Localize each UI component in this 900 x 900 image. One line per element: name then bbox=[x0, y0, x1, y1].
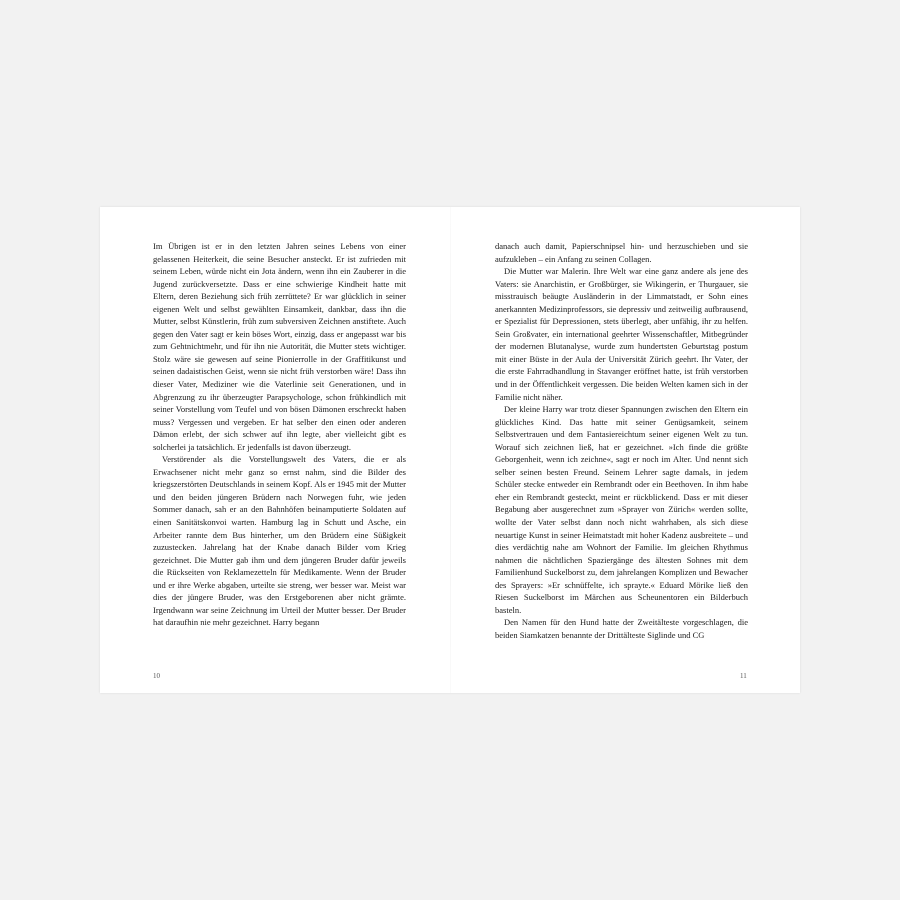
right-paragraph-2: Die Mutter war Malerin. Ihre Welt war eine ganz andere als jene des Vaters: sie Anarchistin, er Großbürger, sie Wikingerin, er Thurgauer, sie misstrauisch beäugte Ausländerin in der Limmatstadt, er Sohn eines anerkannten Medizinprofessors, sie depressiv und zeitweilig aufbrausend, er Spezialist für Depressionen, stets überlegt, aber unfähig, ihr zu helfen. Sein Großvater, ein international geehrter Wissenschaftler, Mitbegründer der modernen Blutanalyse, wurde zum hundertsten Geburtstag postum mit einer Büste in der Aula der Universität Zürich geehrt. Ihr Vater, der die erste Fahrradhandlung in Stavanger eröffnet hatte, ist früh verstorben und in der Öffentlichkeit vergessen. Die beiden Welten kamen sich in der Familie nicht näher. bbox=[495, 266, 748, 402]
left-paragraph-2: Verstörender als die Vorstellungswelt des Vaters, die er als Erwachsener nicht mehr ganz so ernst nahm, sind die Bilder des kriegszerstörten Deutschlands in seinem Kopf. Als er 1945 mit der Mutter und den beiden jüngeren Brüdern nach Norwegen fuhr, wie jeden Sommer danach, sah er an den Bahnhöfen beinamputierte Soldaten auf einen Sanitätskonvoi warten. Hamburg lag in Schutt und Asche, ein Arbeiter rannte dem Bus hinterher, um den Brüdern eine Süßigkeit zuzustecken. Jahrelang hat der Knabe danach Bilder vom Krieg gezeichnet. Die Mutter gab ihm und dem jüngeren Bruder dafür jeweils die Rückseiten von Reklamezetteln für Medikamente. Wenn der Bruder und er ihre Werke abgaben, urteilte sie streng, wer besser war. Meist war dies der jüngere Bruder, was den Erstgeborenen aber nicht grämte. Irgendwann war seine Zeichnung im Urteil der Mutter besser. Der Bruder hat daraufhin nie mehr gezeichnet. Harry begann bbox=[153, 454, 406, 628]
left-page-number: 10 bbox=[153, 672, 160, 680]
book-gutter bbox=[450, 207, 451, 693]
left-paragraph-1: Im Übrigen ist er in den letzten Jahren seines Lebens von einer gelassenen Heiterkeit, die seine Besucher ansteckt. Er ist zufrieden mit seinem Leben, würde nicht ein Jota ändern, wenn ihn ein Zauberer in die Jugend zurückversetzte. Dass er eine schwierige Kindheit hatte mit Eltern, deren Beziehung sich früh zerrüttete? Er war glücklich in seiner eigenen Welt und selbst gewählten Einsamkeit, dankbar, dass ihn die Mutter, selbst Künstlerin, früh zum subversiven Zeichnen anstiftete. Auch gegen den Vater sagt er kein böses Wort, einzig, dass er angepasst war bis zum Gehtnichtmehr, und für ihn nie Autorität, die Mutter stets wichtiger. Stolz wäre sie gewesen auf seine Pionierrolle in der Graffitikunst und seinen dadaistischen Geist, wenn sie nicht früh verstorben wäre! Dass ihn dieser Vater, Mediziner wie die Vaterlinie seit Generationen, und in Abgrenzung zu ihr überzeugter Parapsychologe, schon frühkindlich mit seiner Vorstellung vom Teufel und von bösen Dämonen erschreckt haben muss? Vergessen und vergeben. Er hat selber den einen oder anderen Dämon erlebt, der sich schwer auf ihn legte, aber vielleicht gibt es solcherlei ja tatsächlich. Er jedenfalls ist davon überzeugt. bbox=[153, 241, 406, 452]
right-page-text bbox=[495, 240, 748, 642]
right-page-number: 11 bbox=[740, 672, 747, 680]
right-paragraph-1: danach auch damit, Papierschnipsel hin- und herzuschieben und sie aufzukleben – ein Anfang zu seinen Collagen. bbox=[495, 241, 748, 264]
right-paragraph-4: Den Namen für den Hund hatte der Zweitälteste vorgeschlagen, die beiden Siamkatzen benannte der Drittälteste Siglinde und CG bbox=[495, 617, 748, 640]
right-paragraph-3: Der kleine Harry war trotz dieser Spannungen zwischen den Eltern ein glückliches Kind. Das hatte mit seiner Genügsamkeit, seinem Selbstvertrauen und dem Fantasiereichtum seiner eigenen Welt zu tun. Worauf sich zeichnen ließ, hat er gezeichnet. »Ich finde die größte Geborgenheit, wenn ich zeichne«, sagt er noch im Alter. Und nennt sich selber seinen besten Freund. Seinem Lehrer sagte damals, in jedem Schüler stecke entweder ein Rembrandt oder ein Beethoven. In ihm habe eher ein Rembrandt gesteckt, meint er rückblickend. Dass er mit dieser Begabung aber ausgerechnet zum »Sprayer von Zürich« werden sollte, wollte der Vater selbst dann noch nicht wahrhaben, als sich diese neuartige Kunst in seiner Heimatstadt mit hoher Kadenz ausbreitete – und dies verdächtig nahe am Wohnort der Familie. Im gleichen Rhythmus nahmen die nächtlichen Spaziergänge des ältesten Sohnes mit dem Familienhund Suckelborst zu, dem jahrelangen Komplizen und Bewacher des Sprayers: »Er schnüffelte, ich sprayte.« Eduard Mörike ließ den Riesen Suckelborst im Märchen aus Scheunentoren ein Bilderbuch basteln. bbox=[495, 404, 748, 615]
left-page-text bbox=[153, 240, 406, 629]
book-spread bbox=[100, 207, 800, 693]
